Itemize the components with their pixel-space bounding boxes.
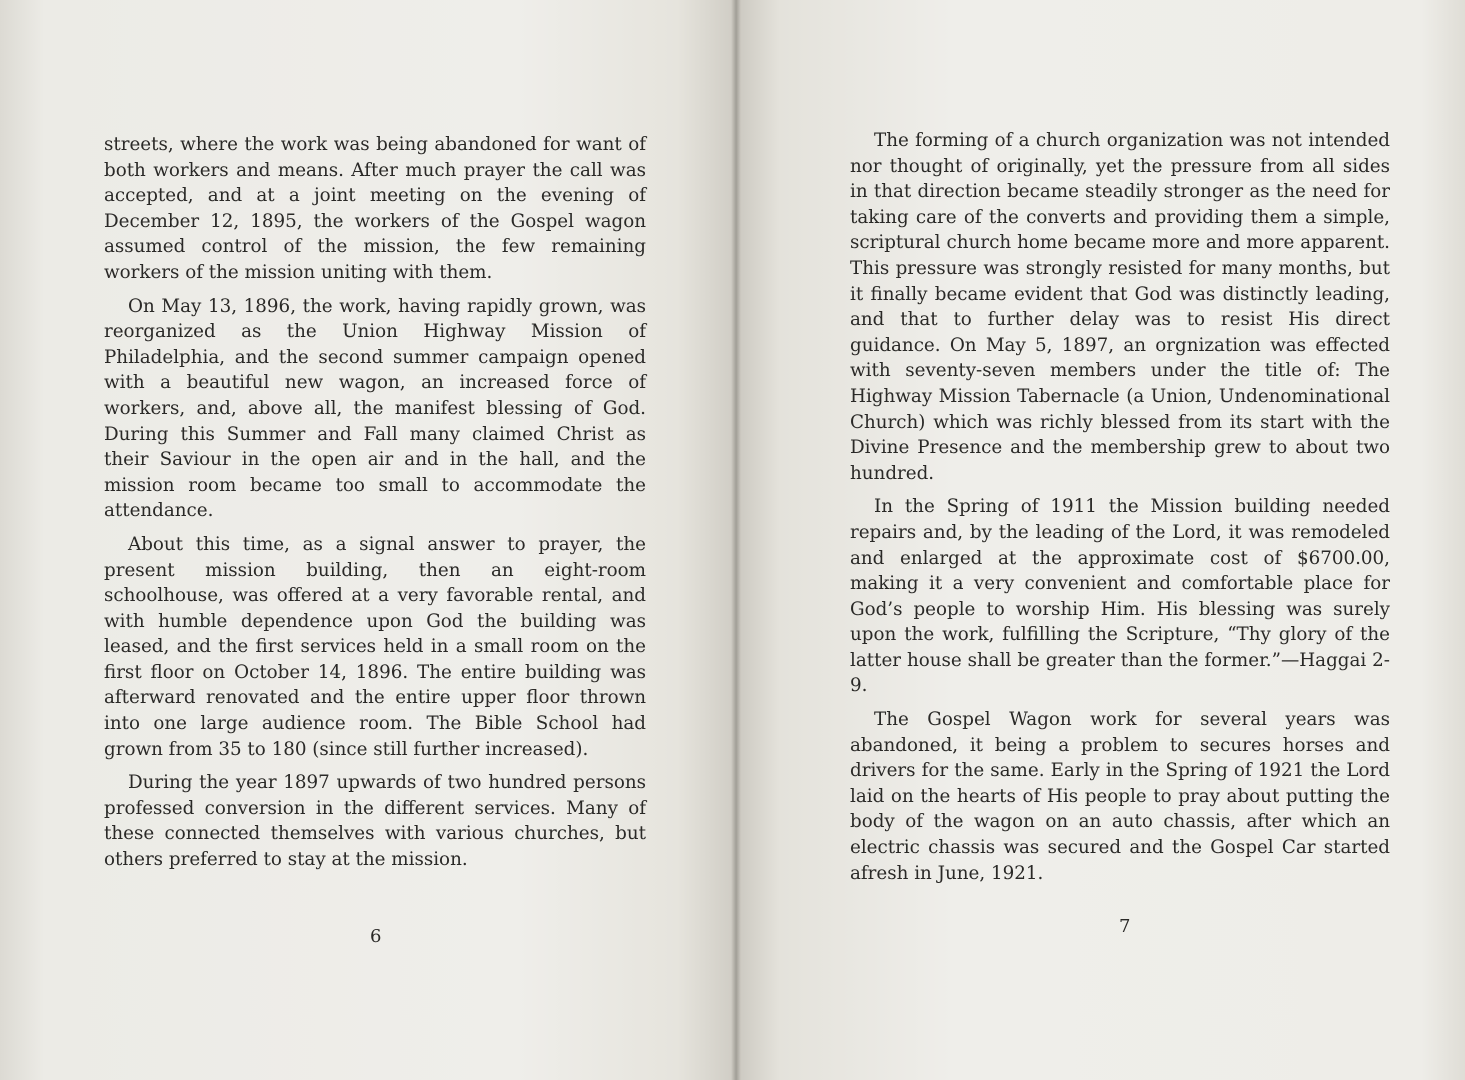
- page-number: 7: [1119, 916, 1131, 937]
- right-page: [736, 0, 1465, 1080]
- paragraph: During the year 1897 upwards of two hundred persons professed conversion in the different services. Many of these connected themselves with various churches, but others preferred to stay at the mission.: [104, 772, 646, 871]
- paragraph: The Gospel Wagon work for several years was abandoned, it being a problem to secures horses and drivers for the same. Early in the Spring of 1921 the Lord laid on the hearts of His people to pray about putting the body of the wagon on an auto chassis, after which an electric chassis was secured and the Gospel Car started afresh in June, 1921.: [850, 709, 1390, 884]
- paragraph: The forming of a church organization was not intended nor thought of originally, yet the pressure from all sides in that direction became steadily stronger as the need for taking care of the converts and providing them a simple, scriptural church home became more and more apparent. This pressure was strongly resisted for many months, but it finally became evident that God was distinctly leading, and that to further delay was to resist His direct guidance. On May 5, 1897, an orgnization was effected with seventy-seven members under the title of: The Highway Mission Tabernacle (a Union, Undenominational Church) which was richly blessed from its start with the Divine Presence and the membership grew to about two hundred.: [850, 130, 1390, 484]
- page-number: 6: [370, 926, 382, 947]
- paragraph: In the Spring of 1911 the Mission building needed repairs and, by the leading of the Lord, it was remodeled and enlarged at the approximate cost of $6700.00, making it a very convenient and comfortable place for God’s people to worship Him. His blessing was surely upon the work, fulfilling the Scripture, “Thy glory of the latter house shall be greater than the former.”—Haggai 2-9.: [850, 496, 1390, 697]
- left-page-text: [104, 132, 646, 881]
- paragraph: About this time, as a signal answer to prayer, the present mission building, then an eight-room schoolhouse, was offered at a very favorable rental, and with humble dependence upon God the building was leased, and the first services held in a small room on the first floor on October 14, 1896. The entire building was afterward renovated and the entire upper floor thrown into one large audience room. The Bible School had grown from 35 to 180 (since still further increased).: [104, 533, 646, 760]
- paragraph: streets, where the work was being abandoned for want of both workers and means. After much prayer the call was accepted, and at a joint meeting on the evening of December 12, 1895, the workers of the Gospel wagon assumed control of the mission, the few remaining workers of the mission uniting with them.: [104, 134, 646, 283]
- paragraph: On May 13, 1896, the work, having rapidly grown, was reorganized as the Union Highway Mission of Philadelphia, and the second summer campaign opened with a beautiful new wagon, an increased force of workers, and, above all, the manifest blessing of God. During this Summer and Fall many claimed Christ as their Saviour in the open air and in the hall, and the mission room became too small to accommodate the attendance.: [104, 295, 646, 522]
- book-gutter: [731, 0, 741, 1080]
- right-page-text: [850, 128, 1390, 894]
